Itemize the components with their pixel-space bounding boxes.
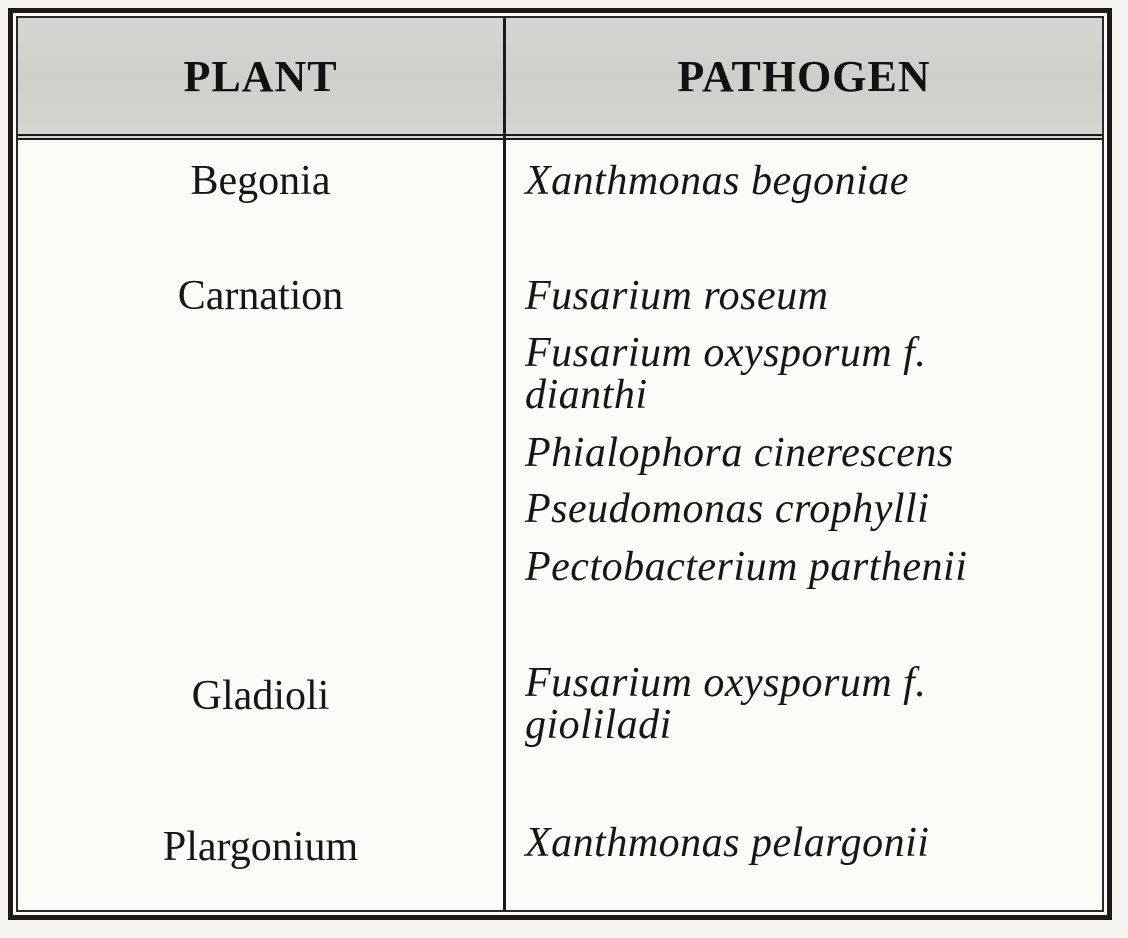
table-frame: [8, 8, 1112, 920]
pathogen-cell: Fusarium oxysporum f. dianthi: [525, 330, 927, 418]
plant-cell: Gladioli: [191, 673, 330, 719]
pathogen-cell: Phialophora cinerescens: [525, 430, 954, 476]
pathogen-cell: Xanthmonas begoniae: [525, 158, 909, 204]
pathogen-cell: Fusarium oxysporum f. gioliladi: [525, 660, 927, 748]
pathogen-cell: Fusarium roseum: [525, 273, 829, 319]
pathogen-cell: Xanthmonas pelargonii: [525, 820, 930, 866]
plant-cell: Carnation: [177, 273, 344, 319]
plant-cell: Plargonium: [162, 824, 359, 870]
table-body: [18, 140, 1102, 910]
table: [16, 16, 1104, 912]
pathogen-cell: Pectobacterium parthenii: [525, 544, 968, 590]
header-pathogen: PATHOGEN: [677, 51, 931, 101]
plant-cell: Begonia: [190, 158, 331, 204]
pathogen-cell: Pseudomonas crophylli: [525, 486, 930, 532]
table-header-row: [18, 18, 1102, 140]
header-plant: PLANT: [183, 51, 338, 101]
